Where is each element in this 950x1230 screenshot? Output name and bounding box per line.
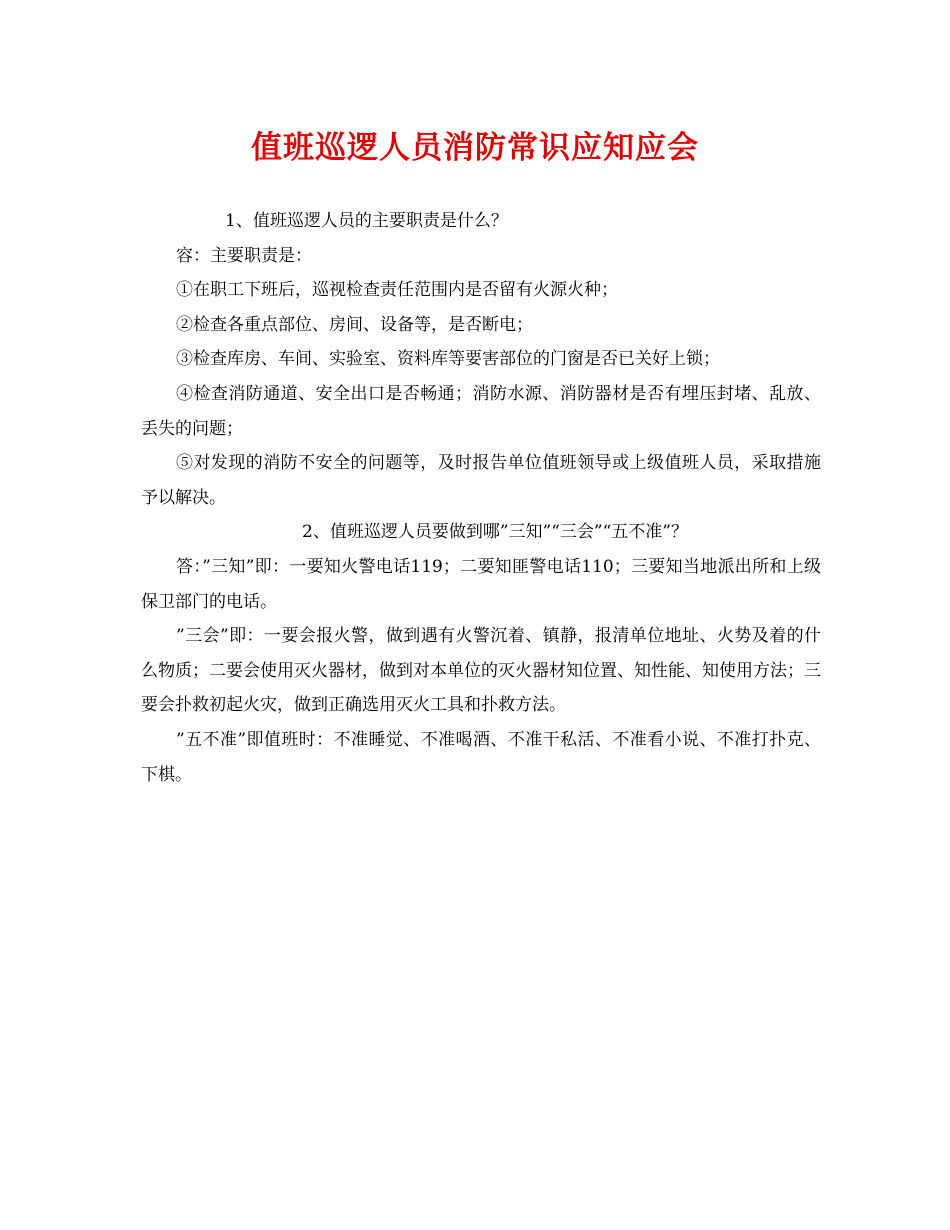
duty-item-1: ①在职工下班后，巡视检查责任范围内是否留有火源火种； <box>176 280 618 301</box>
answer-1-intro: 容：主要职责是： <box>176 245 312 266</box>
duty-item-4: ④检查消防通道、安全出口是否畅通；消防水源、消防器材是否有埋压封堵、乱放、丢失的问题； <box>141 383 821 439</box>
duty-item-2: ②检查各重点部位、房间、设备等，是否断电； <box>176 314 533 335</box>
five-prohibitions-paragraph: ”五不准”即值班时：不准睡觉、不准喝酒、不准干私活、不准看小说、不准打扑克、下棋。 <box>141 729 821 785</box>
question-2-heading: 2、值班巡逻人员要做到哪”三知”“三会”“五不准”？ <box>302 522 688 543</box>
duty-item-5: ⑤对发现的消防不安全的问题等，及时报告单位值班领导或上级值班人员，采取措施予以解决。 <box>141 453 821 508</box>
three-abilities-paragraph: ”三会”即：一要会报火警，做到遇有火警沉着、镇静，报清单位地址、火势及着的什么物质；二要会使用灭火器材，做到对本单位的灭火器材知位置、知性能、知使用方法；三要会扑救初起火灾，做到正确选用灭火工具和扑救方法。 <box>141 626 821 716</box>
document-body <box>141 204 821 792</box>
question-1-heading: 1、值班巡逻人员的主要职责是什么？ <box>225 211 508 231</box>
document-title: 值班巡逻人员消防常识应知应会 <box>251 130 699 166</box>
three-knows-paragraph: 答：”三知”即：一要知火警电话119；二要知匪警电话110；三要知当地派出所和上级保卫部门的电话。 <box>141 556 821 612</box>
duty-item-3: ③检查库房、车间、实验室、资料库等要害部位的门窗是否已关好上锁； <box>176 349 720 370</box>
